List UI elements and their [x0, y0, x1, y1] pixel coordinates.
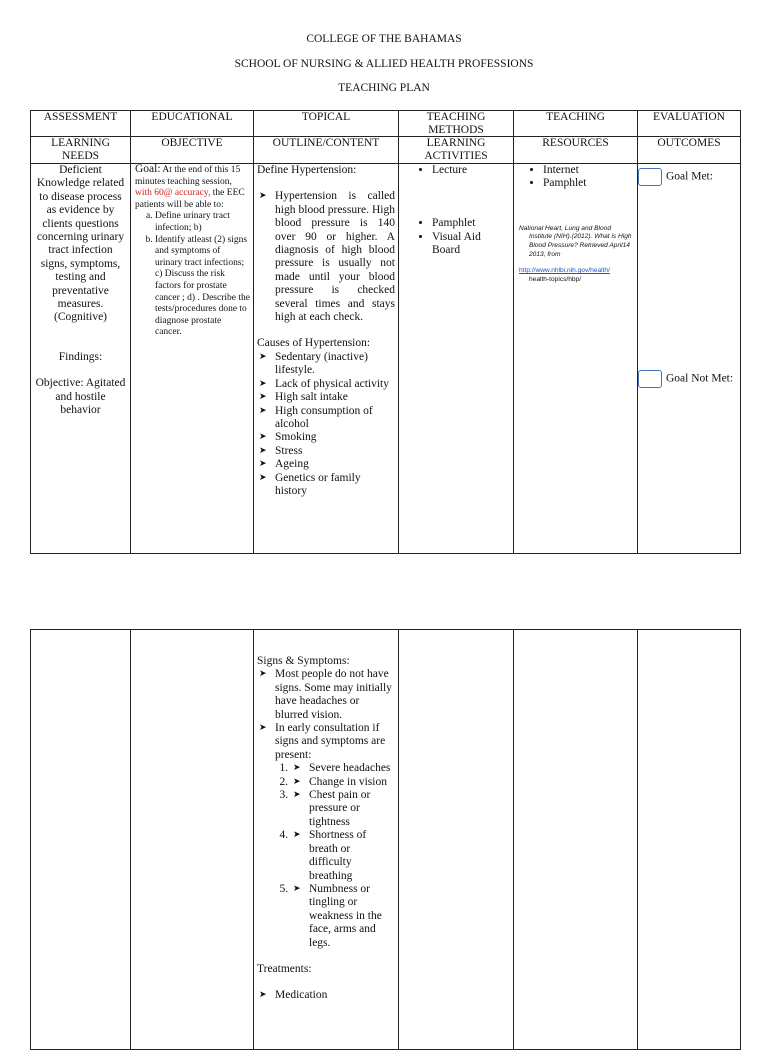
- col-header-learning-activities: LEARNING ACTIVITIES: [399, 137, 514, 164]
- methods-list-1: [402, 164, 510, 177]
- cause-item: ➤ Genetics or family history: [257, 472, 395, 499]
- method-item: • Lecture: [432, 164, 510, 177]
- objective-cell-continued: [131, 630, 254, 1050]
- plan-title: TEACHING PLAN: [338, 82, 430, 94]
- assessment-cell: [31, 164, 131, 554]
- col-header-objective: OBJECTIVE: [131, 137, 254, 164]
- methods-cell-continued: [399, 630, 514, 1050]
- resource-link[interactable]: http://www.nhlbi.nih.gov/health/: [519, 267, 610, 275]
- cause-item: ➤ Stress: [257, 445, 395, 458]
- resource-item: • Internet: [543, 164, 634, 177]
- col-header-teaching-methods: TEACHING METHODS: [399, 111, 514, 137]
- symptom-item: ➤ 2. Change in vision: [291, 776, 395, 789]
- col-header-outcomes: OUTCOMES: [638, 137, 741, 164]
- cause-item: ➤ High consumption of alcohol: [257, 405, 395, 432]
- col-header-outline: OUTLINE/CONTENT: [254, 137, 399, 164]
- treatments-list: [257, 989, 395, 1002]
- resources-list: [517, 164, 634, 191]
- define-list: [257, 190, 395, 324]
- content-row: [31, 164, 741, 554]
- methods-cell: [399, 164, 514, 554]
- cause-item: ➤ Smoking: [257, 431, 395, 444]
- col-header-evaluation: EVALUATION: [638, 111, 741, 137]
- objective-item: a. Define urinary tract infection; b): [155, 211, 250, 234]
- signs-list: [257, 668, 395, 950]
- evaluation-cell: [638, 164, 741, 554]
- cause-item: ➤ High salt intake: [257, 391, 395, 404]
- objective-item: b. Identify atleast (2) signs and symptoms of urinary tract infections; c) Discuss the risk factors for prostate cancer ; d) . Describe the tests/procedures done to diagnose prostate cancer.: [155, 235, 250, 339]
- goal-statement: Goal: At the end of this 15 minutes teaching session, with 60@ accuracy, the EEC patients will be able to:: [135, 163, 245, 210]
- col-header-resources: RESOURCES: [514, 137, 638, 164]
- goal-met-label: Goal Met:: [666, 170, 713, 183]
- school-title: SCHOOL OF NURSING & ALLIED HEALTH PROFESSIONS: [234, 58, 534, 70]
- goal-not-met-row: [638, 370, 737, 388]
- content-cell: [254, 164, 399, 554]
- col-header-teaching: TEACHING: [514, 111, 638, 137]
- resources-cell-continued: [514, 630, 638, 1050]
- objective-cell: [131, 164, 254, 554]
- citation-text: National Heart, Lung and Blood Institute (NIH).(2012). What is High Blood Pressure? Retrieved April14 2013, from: [519, 224, 632, 258]
- causes-list: [257, 351, 395, 498]
- goal-not-met-checkbox[interactable]: [638, 370, 662, 388]
- content-cell-continued: [254, 630, 399, 1050]
- causes-heading: Causes of Hypertension:: [257, 337, 371, 350]
- method-item: • Visual Aid Board: [432, 231, 510, 258]
- assessment-text: Deficient Knowledge related to disease process as evidence by clients questions concerning urinary tract infection signs, symptoms, testing and preventative measures. (Cognitive): [36, 164, 125, 324]
- goal-met-checkbox[interactable]: [638, 168, 662, 186]
- findings-label: Findings:: [58, 350, 103, 363]
- resource-item: • Pamphlet: [543, 177, 634, 190]
- college-title: COLLEGE OF THE BAHAMAS: [306, 33, 462, 45]
- teaching-plan-table: [30, 110, 741, 554]
- goal-not-met-label: Goal Not Met:: [666, 372, 734, 385]
- cause-item: ➤ Sedentary (inactive) lifestyle.: [257, 351, 395, 378]
- cause-item: ➤ Lack of physical activity: [257, 378, 395, 391]
- header-row-2: [31, 137, 741, 164]
- signs-item: ➤ Most people do not have signs. Some may initially have headaches or blurred vision.: [257, 668, 395, 722]
- treatments-heading: Treatments:: [257, 962, 312, 975]
- methods-list-2: [402, 217, 510, 257]
- goal-met-row: [638, 168, 737, 186]
- assessment-cell-continued: [31, 630, 131, 1050]
- col-header-assessment: ASSESSMENT: [31, 111, 131, 137]
- citation-block: [517, 225, 634, 285]
- define-heading: Define Hypertension:: [257, 164, 357, 176]
- evaluation-cell-continued: [638, 630, 741, 1050]
- signs-heading: Signs & Symptoms:: [257, 655, 350, 667]
- symptoms-list: [275, 762, 395, 950]
- resource-link-rest: health-topics/hbp/: [529, 275, 582, 283]
- method-item: • Pamphlet: [432, 217, 510, 230]
- objective-list: [135, 211, 250, 339]
- content-row-continued: [31, 630, 741, 1050]
- objective-finding: Objective: Agitated and hostile behavior: [35, 377, 126, 417]
- col-header-educational: EDUCATIONAL: [131, 111, 254, 137]
- symptom-item: ➤ 3. Chest pain or pressure or tightness: [291, 789, 395, 829]
- treatment-item: ➤ Medication: [257, 989, 395, 1002]
- symptom-item: ➤ 1. Severe headaches: [291, 762, 395, 775]
- teaching-plan-table-continued: [30, 629, 741, 1050]
- signs-item: ➤ In early consultation if signs and symptoms are present: ➤ 1. Severe headaches ➤ 2. Change in vision ➤ 3. Chest pain or pressure or tightness ➤ 4. Shortness of breath or difficulty breathing ➤ 5. Numbness or tingling or weakness in the face, arms and legs.: [257, 722, 395, 950]
- accuracy-text: with 60@ accuracy,: [135, 188, 211, 199]
- col-header-learning-needs: LEARNING NEEDS: [31, 137, 131, 164]
- symptom-item: ➤ 4. Shortness of breath or difficulty breathing: [291, 829, 395, 883]
- resources-cell: [514, 164, 638, 554]
- cause-item: ➤ Ageing: [257, 458, 395, 471]
- col-header-topical: TOPICAL: [254, 111, 399, 137]
- goal-label: Goal:: [135, 163, 161, 175]
- header-row-1: [31, 111, 741, 137]
- symptom-item: ➤ 5. Numbness or tingling or weakness in the face, arms and legs.: [291, 883, 395, 950]
- define-text: ➤ Hypertension is called high blood pressure. High blood pressure is 140 over 90 or higher. A diagnosis of high blood pressure is usually not made until your blood pressure is checked several times and stays high at each check.: [257, 190, 395, 324]
